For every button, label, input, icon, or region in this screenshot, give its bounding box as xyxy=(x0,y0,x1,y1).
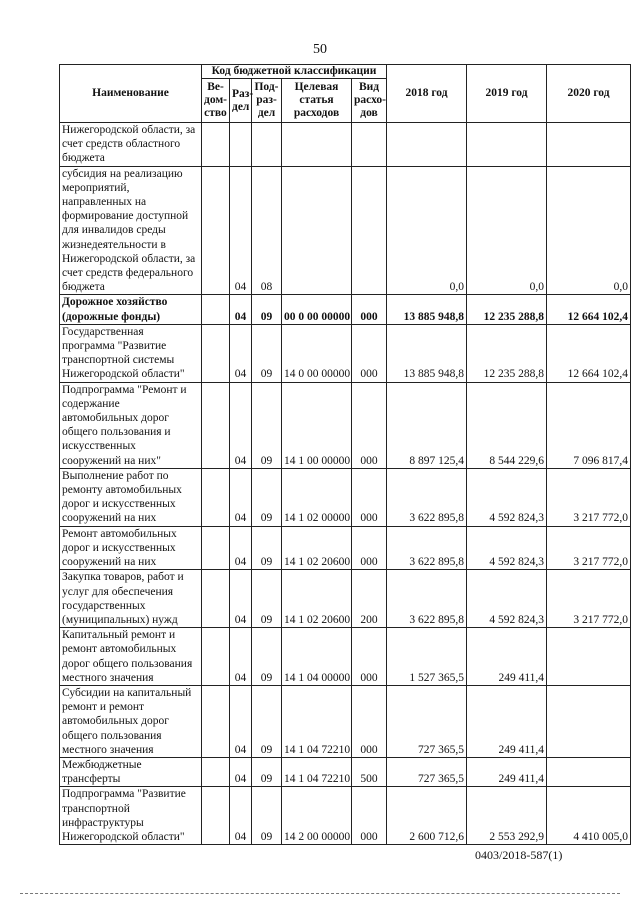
row-2018-cell: 0,0 xyxy=(387,166,467,295)
row-razdel-cell: 04 xyxy=(230,526,252,570)
row-2019-cell: 12 235 288,8 xyxy=(467,295,547,324)
row-2019-cell: 249 411,4 xyxy=(467,685,547,757)
header-2018: 2018 год xyxy=(387,65,467,123)
row-2018-cell: 13 885 948,8 xyxy=(387,295,467,324)
row-2019-cell: 4 592 824,3 xyxy=(467,570,547,628)
row-expense-type-cell: 000 xyxy=(352,295,387,324)
row-2020-cell: 7 096 817,4 xyxy=(547,382,631,468)
table-row xyxy=(60,123,631,167)
row-name-cell: Государственная программа "Развитие транспортной системы Нижегородской области" xyxy=(60,324,202,382)
row-2018-cell xyxy=(387,123,467,167)
row-name-cell: Нижегородской области, за счет средств областного бюджета xyxy=(60,123,202,167)
row-target-article-cell: 14 1 00 00000 xyxy=(282,382,352,468)
row-2018-cell: 727 365,5 xyxy=(387,685,467,757)
row-podrazdel-cell: 09 xyxy=(252,382,282,468)
row-name-cell: Подпрограмма "Ремонт и содержание автомобильных дорог общего пользования и искусственных сооружений на них" xyxy=(60,382,202,468)
row-vedomstvo-cell xyxy=(202,468,230,526)
row-target-article-cell: 14 1 04 72210 xyxy=(282,685,352,757)
row-expense-type-cell: 000 xyxy=(352,468,387,526)
page-number: 50 xyxy=(313,42,327,57)
row-name-cell: Межбюджетные трансферты xyxy=(60,757,202,786)
row-podrazdel-cell: 09 xyxy=(252,570,282,628)
row-2018-cell: 3 622 895,8 xyxy=(387,570,467,628)
row-vedomstvo-cell xyxy=(202,526,230,570)
table-row xyxy=(60,295,631,324)
row-expense-type-cell: 000 xyxy=(352,628,387,686)
row-podrazdel-cell: 09 xyxy=(252,757,282,786)
row-2020-cell: 3 217 772,0 xyxy=(547,468,631,526)
header-expense-type: Вид расхо- дов xyxy=(352,79,387,123)
row-name-cell: Субсидии на капитальный ремонт и ремонт автомобильных дорог общего пользования местного значения xyxy=(60,685,202,757)
row-target-article-cell: 14 1 02 20600 xyxy=(282,526,352,570)
row-target-article-cell: 14 0 00 00000 xyxy=(282,324,352,382)
row-2019-cell xyxy=(467,123,547,167)
row-2018-cell: 727 365,5 xyxy=(387,757,467,786)
row-2018-cell: 13 885 948,8 xyxy=(387,324,467,382)
row-2020-cell: 3 217 772,0 xyxy=(547,570,631,628)
row-2018-cell: 1 527 365,5 xyxy=(387,628,467,686)
row-podrazdel-cell: 09 xyxy=(252,628,282,686)
row-podrazdel-cell: 09 xyxy=(252,324,282,382)
document-code: 0403/2018-587(1) xyxy=(475,848,563,862)
row-expense-type-cell: 000 xyxy=(352,324,387,382)
row-expense-type-cell: 000 xyxy=(352,526,387,570)
row-podrazdel-cell: 09 xyxy=(252,468,282,526)
row-target-article-cell: 14 2 00 00000 xyxy=(282,787,352,845)
row-2019-cell: 249 411,4 xyxy=(467,757,547,786)
row-razdel-cell: 04 xyxy=(230,787,252,845)
row-podrazdel-cell: 09 xyxy=(252,685,282,757)
row-expense-type-cell: 000 xyxy=(352,787,387,845)
row-2020-cell: 12 664 102,4 xyxy=(547,324,631,382)
row-2019-cell: 249 411,4 xyxy=(467,628,547,686)
row-vedomstvo-cell xyxy=(202,685,230,757)
row-razdel-cell: 04 xyxy=(230,757,252,786)
row-target-article-cell xyxy=(282,123,352,167)
row-name-cell: Ремонт автомобильных дорог и искусственных сооружений на них xyxy=(60,526,202,570)
table-row xyxy=(60,468,631,526)
table-row xyxy=(60,526,631,570)
row-vedomstvo-cell xyxy=(202,382,230,468)
row-razdel-cell: 04 xyxy=(230,628,252,686)
row-name-cell: субсидия на реализацию мероприятий, направленных на формирование доступной для инвалидов среды жизнедеятельности в Нижегородской области, за счет средств федерального бюджета xyxy=(60,166,202,295)
header-podrazdel: Под- раз- дел xyxy=(252,79,282,123)
row-name-cell: Закупка товаров, работ и услуг для обеспечения государственных (муниципальных) нужд xyxy=(60,570,202,628)
row-vedomstvo-cell xyxy=(202,295,230,324)
table-row xyxy=(60,324,631,382)
row-razdel-cell: 04 xyxy=(230,166,252,295)
row-expense-type-cell: 500 xyxy=(352,757,387,786)
row-target-article-cell: 14 1 02 20600 xyxy=(282,570,352,628)
row-razdel-cell xyxy=(230,123,252,167)
row-2020-cell: 12 664 102,4 xyxy=(547,295,631,324)
row-2020-cell xyxy=(547,123,631,167)
row-expense-type-cell: 000 xyxy=(352,382,387,468)
row-2019-cell: 0,0 xyxy=(467,166,547,295)
row-2020-cell xyxy=(547,685,631,757)
row-target-article-cell: 00 0 00 00000 xyxy=(282,295,352,324)
table-row xyxy=(60,757,631,786)
row-vedomstvo-cell xyxy=(202,123,230,167)
row-name-cell: Дорожное хозяйство (дорожные фонды) xyxy=(60,295,202,324)
row-2020-cell: 0,0 xyxy=(547,166,631,295)
table-row xyxy=(60,628,631,686)
row-razdel-cell: 04 xyxy=(230,468,252,526)
row-2018-cell: 8 897 125,4 xyxy=(387,382,467,468)
table-row xyxy=(60,787,631,845)
row-podrazdel-cell: 08 xyxy=(252,166,282,295)
row-vedomstvo-cell xyxy=(202,787,230,845)
header-target-article: Целевая статья расходов xyxy=(282,79,352,123)
row-podrazdel-cell: 09 xyxy=(252,295,282,324)
header-code-group: Код бюджетной классификации xyxy=(202,65,387,79)
row-vedomstvo-cell xyxy=(202,570,230,628)
row-vedomstvo-cell xyxy=(202,166,230,295)
row-target-article-cell: 14 1 02 00000 xyxy=(282,468,352,526)
row-2018-cell: 2 600 712,6 xyxy=(387,787,467,845)
row-expense-type-cell: 200 xyxy=(352,570,387,628)
row-2019-cell: 12 235 288,8 xyxy=(467,324,547,382)
row-2018-cell: 3 622 895,8 xyxy=(387,468,467,526)
row-2019-cell: 2 553 292,9 xyxy=(467,787,547,845)
row-razdel-cell: 04 xyxy=(230,295,252,324)
header-2019: 2019 год xyxy=(467,65,547,123)
row-target-article-cell: 14 1 04 72210 xyxy=(282,757,352,786)
row-expense-type-cell: 000 xyxy=(352,685,387,757)
table-row xyxy=(60,166,631,295)
row-podrazdel-cell: 09 xyxy=(252,787,282,845)
header-vedomstvo: Ве- дом- ство xyxy=(202,79,230,123)
row-razdel-cell: 04 xyxy=(230,382,252,468)
row-name-cell: Капитальный ремонт и ремонт автомобильных дорог общего пользования местного значения xyxy=(60,628,202,686)
header-razdel: Раз- дел xyxy=(230,79,252,123)
row-expense-type-cell xyxy=(352,123,387,167)
row-target-article-cell xyxy=(282,166,352,295)
row-razdel-cell: 04 xyxy=(230,324,252,382)
row-name-cell: Выполнение работ по ремонту автомобильных дорог и искусственных сооружений на них xyxy=(60,468,202,526)
row-razdel-cell: 04 xyxy=(230,570,252,628)
row-2020-cell: 3 217 772,0 xyxy=(547,526,631,570)
row-2020-cell xyxy=(547,628,631,686)
row-2019-cell: 8 544 229,6 xyxy=(467,382,547,468)
row-2019-cell: 4 592 824,3 xyxy=(467,526,547,570)
page-edge-line xyxy=(20,893,620,894)
row-2020-cell xyxy=(547,757,631,786)
row-razdel-cell: 04 xyxy=(230,685,252,757)
table-row xyxy=(60,382,631,468)
row-vedomstvo-cell xyxy=(202,324,230,382)
row-2019-cell: 4 592 824,3 xyxy=(467,468,547,526)
table-row xyxy=(60,570,631,628)
row-target-article-cell: 14 1 04 00000 xyxy=(282,628,352,686)
row-podrazdel-cell: 09 xyxy=(252,526,282,570)
header-name: Наименование xyxy=(60,65,202,123)
row-2020-cell: 4 410 005,0 xyxy=(547,787,631,845)
row-vedomstvo-cell xyxy=(202,628,230,686)
budget-table xyxy=(59,64,631,845)
row-expense-type-cell xyxy=(352,166,387,295)
row-name-cell: Подпрограмма "Развитие транспортной инфраструктуры Нижегородской области" xyxy=(60,787,202,845)
header-2020: 2020 год xyxy=(547,65,631,123)
row-podrazdel-cell xyxy=(252,123,282,167)
row-vedomstvo-cell xyxy=(202,757,230,786)
row-2018-cell: 3 622 895,8 xyxy=(387,526,467,570)
table-row xyxy=(60,685,631,757)
